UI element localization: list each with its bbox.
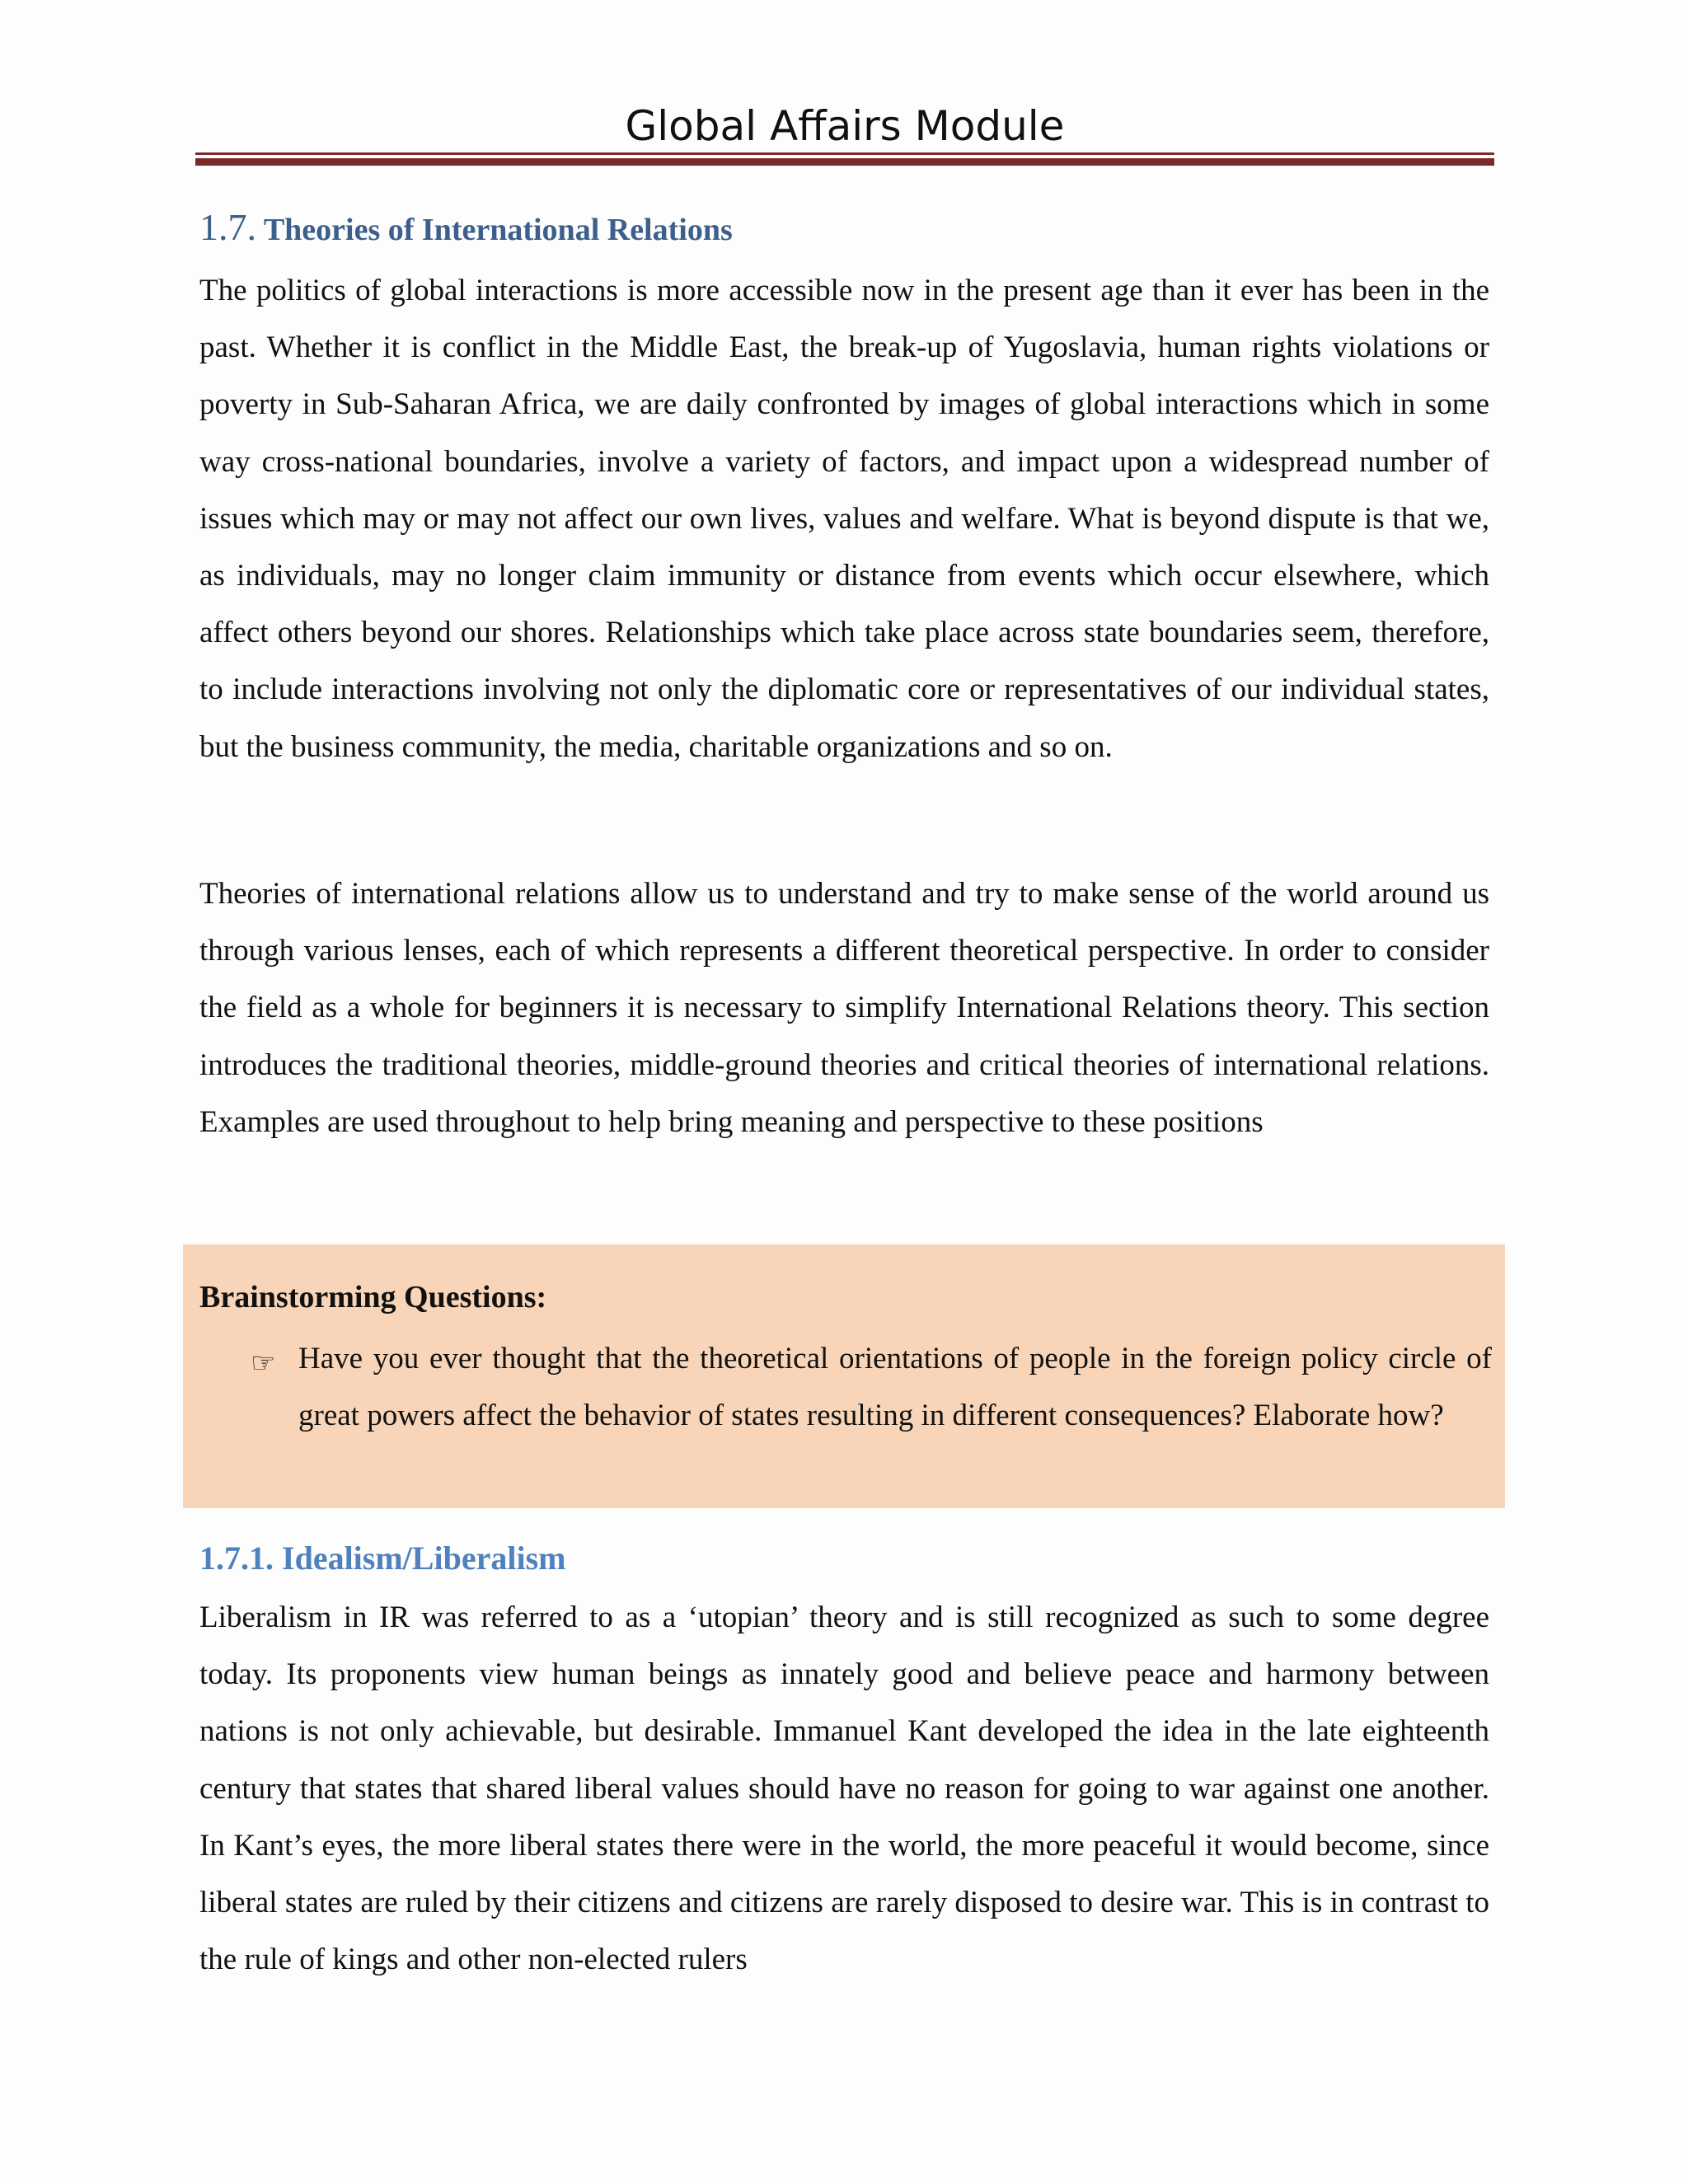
page-header-title: Global Affairs Module	[625, 102, 1065, 150]
brainstorming-callout-box	[183, 1244, 1505, 1508]
header-divider	[195, 152, 1494, 166]
subsection-paragraph: Liberalism in IR was referred to as a ‘utopian’ theory and is still recognized as such to some degree today. Its proponents view human beings as innately good and believe peace and harmony between nations is not only achievable, but desirable. Immanuel Kant developed the idea in the late eighteenth century that states that shared liberal values should have no reason for going to war against one another. In Kant’s eyes, the more liberal states there were in the world, the more peaceful it would become, since liberal states are ruled by their citizens and citizens are rarely disposed to desire war. This is in contrast to the rule of kings and other non-elected rulers	[199, 1601, 1489, 1977]
header-divider-thick-line	[195, 158, 1494, 166]
body-paragraph-1: The politics of global interactions is more accessible now in the present age than it ever has been in the past. Whether it is conflict in the Middle East, the break-up of Yugoslavia, human rights violations or poverty in Sub-Saharan Africa, we are daily confronted by images of global interactions which in some way cross-national boundaries, involve a variety of factors, and impact upon a widespread number of issues which may or may not affect our own lives, values and welfare. What is beyond dispute is that we, as individuals, may no longer claim immunity or distance from events which occur elsewhere, which affect others beyond our shores. Relationships which take place across state boundaries seem, therefore, to include interactions involving not only the diplomatic core or representatives of our individual states, but the business community, the media, charitable organizations and so on.	[199, 274, 1489, 764]
callout-title: Brainstorming Questions:	[199, 1280, 547, 1315]
header-divider-thin-line	[195, 152, 1494, 155]
section-number: 1.7.	[199, 206, 256, 248]
pointing-hand-icon: ☞	[251, 1347, 276, 1380]
section-heading	[199, 204, 733, 253]
subsection-heading: 1.7.1. Idealism/Liberalism	[199, 1540, 566, 1577]
body-paragraph-2: Theories of international relations allow us to understand and try to make sense of the world around us through various lenses, each of which represents a different theoretical perspective. In order to consider the field as a whole for beginners it is necessary to simplify International Relations theory. This section introduces the traditional theories, middle-ground theories and critical theories of international relations. Examples are used throughout to help bring meaning and perspective to these positions	[199, 877, 1489, 1139]
section-title: Theories of International Relations	[263, 213, 733, 247]
callout-question: Have you ever thought that the theoretical orientations of people in the foreign policy circle of great powers affect the behavior of states resulting in different consequences? Elaborate how?	[298, 1342, 1492, 1433]
